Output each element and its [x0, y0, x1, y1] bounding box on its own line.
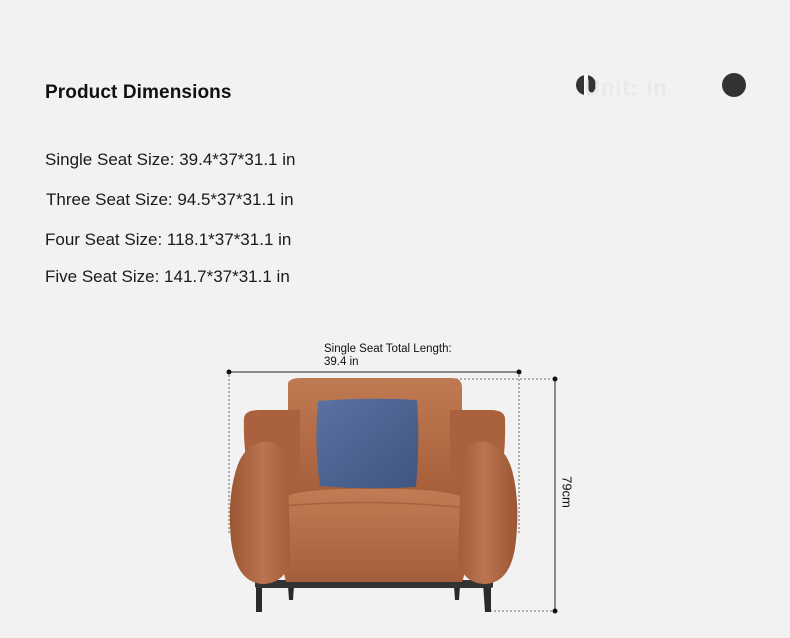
chair-arm-right — [458, 442, 517, 584]
chair-pillow — [316, 399, 418, 489]
height-dimension-label: 79cm — [559, 476, 575, 508]
spec-three-seat: Three Seat Size: 94.5*37*31.1 in — [46, 190, 294, 209]
chair-legs — [255, 580, 493, 612]
spec-single-seat: Single Seat Size: 39.4*37*31.1 in — [45, 150, 296, 169]
unit-label: Unit: in — [584, 75, 668, 100]
length-dimension-label — [324, 343, 452, 369]
length-label-line2: 39.4 in — [324, 356, 359, 368]
page-title: Product Dimensions — [45, 82, 232, 103]
spec-four-seat: Four Seat Size: 118.1*37*31.1 in — [45, 230, 292, 249]
chair-arm-left — [230, 442, 290, 584]
length-label-line1: Single Seat Total Length: — [324, 343, 452, 355]
spec-five-seat: Five Seat Size: 141.7*37*31.1 in — [45, 267, 290, 286]
